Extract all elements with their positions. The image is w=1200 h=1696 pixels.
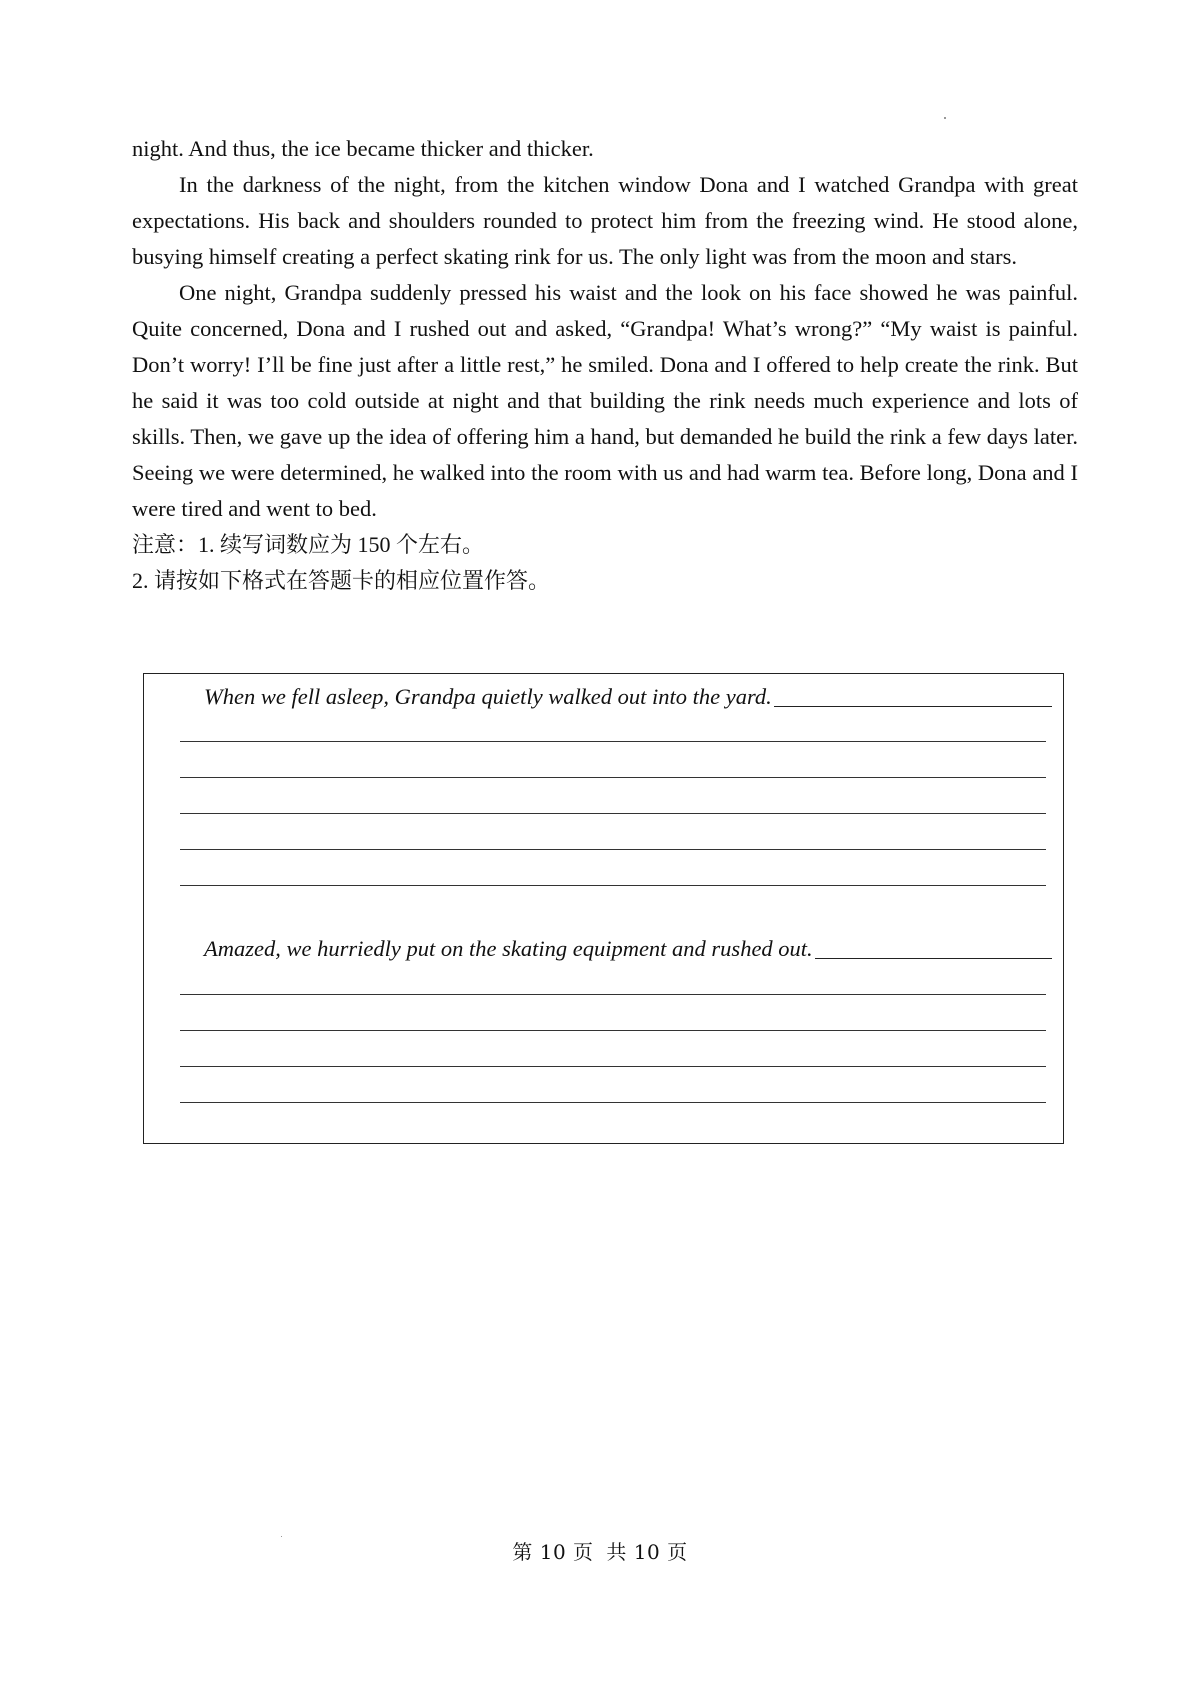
- prompt-1-text: When we fell asleep, Grandpa quietly walked out into the yard.: [204, 684, 772, 709]
- writing-line[interactable]: [180, 777, 1046, 778]
- writing-line[interactable]: [180, 741, 1046, 742]
- writing-line[interactable]: [180, 1030, 1046, 1031]
- note-answer-format: 2. 请按如下格式在答题卡的相应位置作答。: [132, 568, 551, 593]
- writing-line[interactable]: [180, 1102, 1046, 1103]
- page-total: 共 10 页: [606, 1540, 688, 1564]
- page-number: 第 10 页: [512, 1540, 594, 1564]
- writing-line[interactable]: [180, 849, 1046, 850]
- continuation-prompt-1: [204, 682, 1052, 712]
- page-footer: [0, 1536, 1200, 1565]
- scan-speck: [944, 117, 946, 119]
- continuation-prompt-2: [204, 934, 1052, 964]
- passage-paragraph-3: One night, Grandpa suddenly pressed his waist and the look on his face showed he was painful. Quite concerned, Dona and I rushed out and asked, “Grandpa! What’s wrong?” “My waist is painful. Don’t worry! I’ll be fine just after a little rest,” he smiled. Dona and I offered to help create the rink. But he said it was too cold outside at night and that building the rink needs much experience and lots of skills. Then, we gave up the idea of offering him a hand, but demanded he build the rink a few days later. Seeing we were determined, he walked into the room with us and had warm tea. Before long, Dona and I were tired and went to bed.: [132, 280, 1078, 521]
- passage: [132, 131, 1078, 599]
- note-word-count: 注意：1. 续写词数应为 150 个左右。: [132, 532, 485, 557]
- writing-line[interactable]: [180, 885, 1046, 886]
- answer-box: [143, 673, 1064, 1144]
- passage-paragraph-2: In the darkness of the night, from the kitchen window Dona and I watched Grandpa with great expectations. His back and shoulders rounded to protect him from the freezing wind. He stood alone, busying himself creating a perfect skating rink for us. The only light was from the moon and stars.: [132, 172, 1078, 269]
- writing-line[interactable]: [180, 994, 1046, 995]
- writing-line[interactable]: [180, 1066, 1046, 1067]
- prompt-1-blank[interactable]: [774, 706, 1052, 707]
- prompt-2-text: Amazed, we hurriedly put on the skating equipment and rushed out.: [204, 936, 813, 961]
- prompt-2-blank[interactable]: [815, 958, 1052, 959]
- writing-line[interactable]: [180, 813, 1046, 814]
- passage-paragraph-1: night. And thus, the ice became thicker and thicker.: [132, 136, 594, 161]
